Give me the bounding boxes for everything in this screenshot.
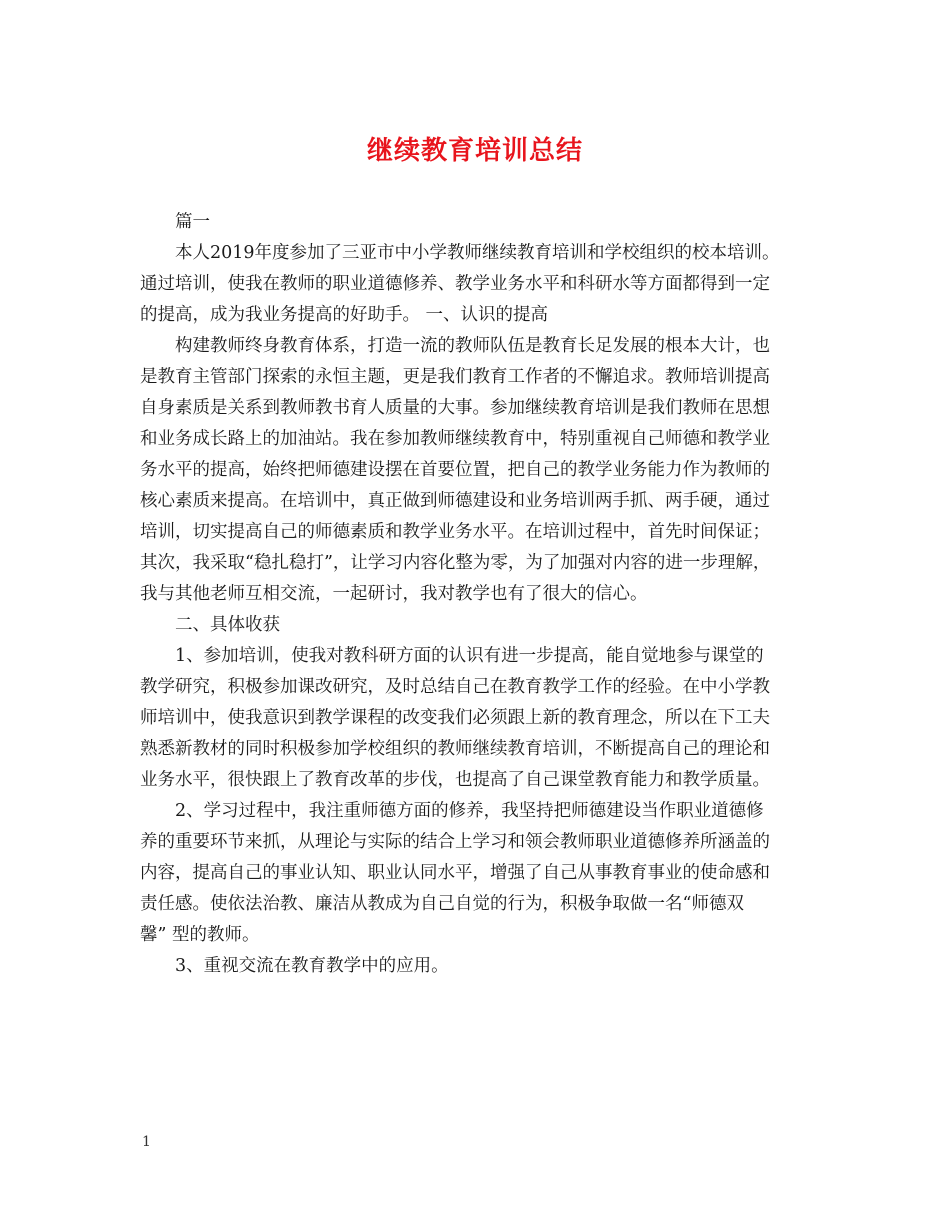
- text-line: 2、学习过程中，我注重师德方面的修养，我坚持把师德建设当作职业道德修: [175, 801, 764, 821]
- text-line: 务水平的提高，始终把师德建设摆在首要位置，把自己的教学业务能力作为教师的: [140, 460, 770, 480]
- text-line: 熟悉新教材的同时积极参加学校组织的教师继续教育培训，不断提高自己的理论和: [140, 739, 770, 759]
- text-line: 自身素质是关系到教师教书育人质量的大事。参加继续教育培训是我们教师在思想: [140, 398, 770, 418]
- text-line: 内容，提高自己的事业认知、职业认同水平，增强了自己从事教育事业的使命感和: [140, 863, 770, 883]
- text-line: 3、重视交流在教育教学中的应用。: [175, 956, 449, 976]
- page-number: 1: [142, 1134, 151, 1150]
- text-line: 其次，我采取“稳扎稳打”，让学习内容化整为零，为了加强对内容的进一步理解，: [140, 553, 771, 573]
- document-title: 继续教育培训总结: [366, 136, 583, 166]
- text-line: 馨” 型的教师。: [140, 925, 260, 945]
- text-line: 责任感。使依法治教、廉洁从教成为自己自觉的行为，积极争取做一名“师德双: [140, 894, 744, 914]
- text-line: 是教育主管部门探索的永恒主题，更是我们教育工作者的不懈追求。教师培训提高: [140, 367, 770, 387]
- text-line: 构建教师终身教育体系，打造一流的教师队伍是教育长足发展的根本大计，也: [175, 336, 770, 356]
- text-line: 我与其他老师互相交流，一起研讨，我对教学也有了很大的信心。: [140, 584, 648, 604]
- document-body: [140, 207, 820, 982]
- text-line: 通过培训，使我在教师的职业道德修养、教学业务水平和科研水等方面都得到一定: [140, 274, 770, 294]
- text-line: 和业务成长路上的加油站。我在参加教师继续教育中，特别重视自己师德和教学业: [140, 429, 770, 449]
- text-line: 的提高，成为我业务提高的好助手。 一、认识的提高: [140, 305, 549, 325]
- text-line: 二、具体收获: [175, 615, 280, 635]
- text-line: 业务水平，很快跟上了教育改革的步伐，也提高了自己课堂教育能力和教学质量。: [140, 770, 770, 790]
- text-line: 师培训中，使我意识到教学课程的改变我们必须跟上新的教育理念，所以在下工夫: [140, 708, 770, 728]
- text-line: 本人2019年度参加了三亚市中小学教师继续教育培训和学校组织的校本培训。: [175, 243, 780, 263]
- text-line: 篇一: [175, 212, 210, 232]
- text-line: 核心素质来提高。在培训中，真正做到师德建设和业务培训两手抓、两手硬，通过: [140, 491, 770, 511]
- text-line: 1、参加培训，使我对教科研方面的认识有进一步提高，能自觉地参与课堂的: [175, 646, 764, 666]
- text-line: 培训，切实提高自己的师德素质和教学业务水平。在培训过程中，首先时间保证；: [140, 522, 770, 542]
- text-line: 教学研究，积极参加课改研究，及时总结自己在教育教学工作的经验。在中小学教: [140, 677, 770, 697]
- text-line: 养的重要环节来抓，从理论与实际的结合上学习和领会教师职业道德修养所涵盖的: [140, 832, 770, 852]
